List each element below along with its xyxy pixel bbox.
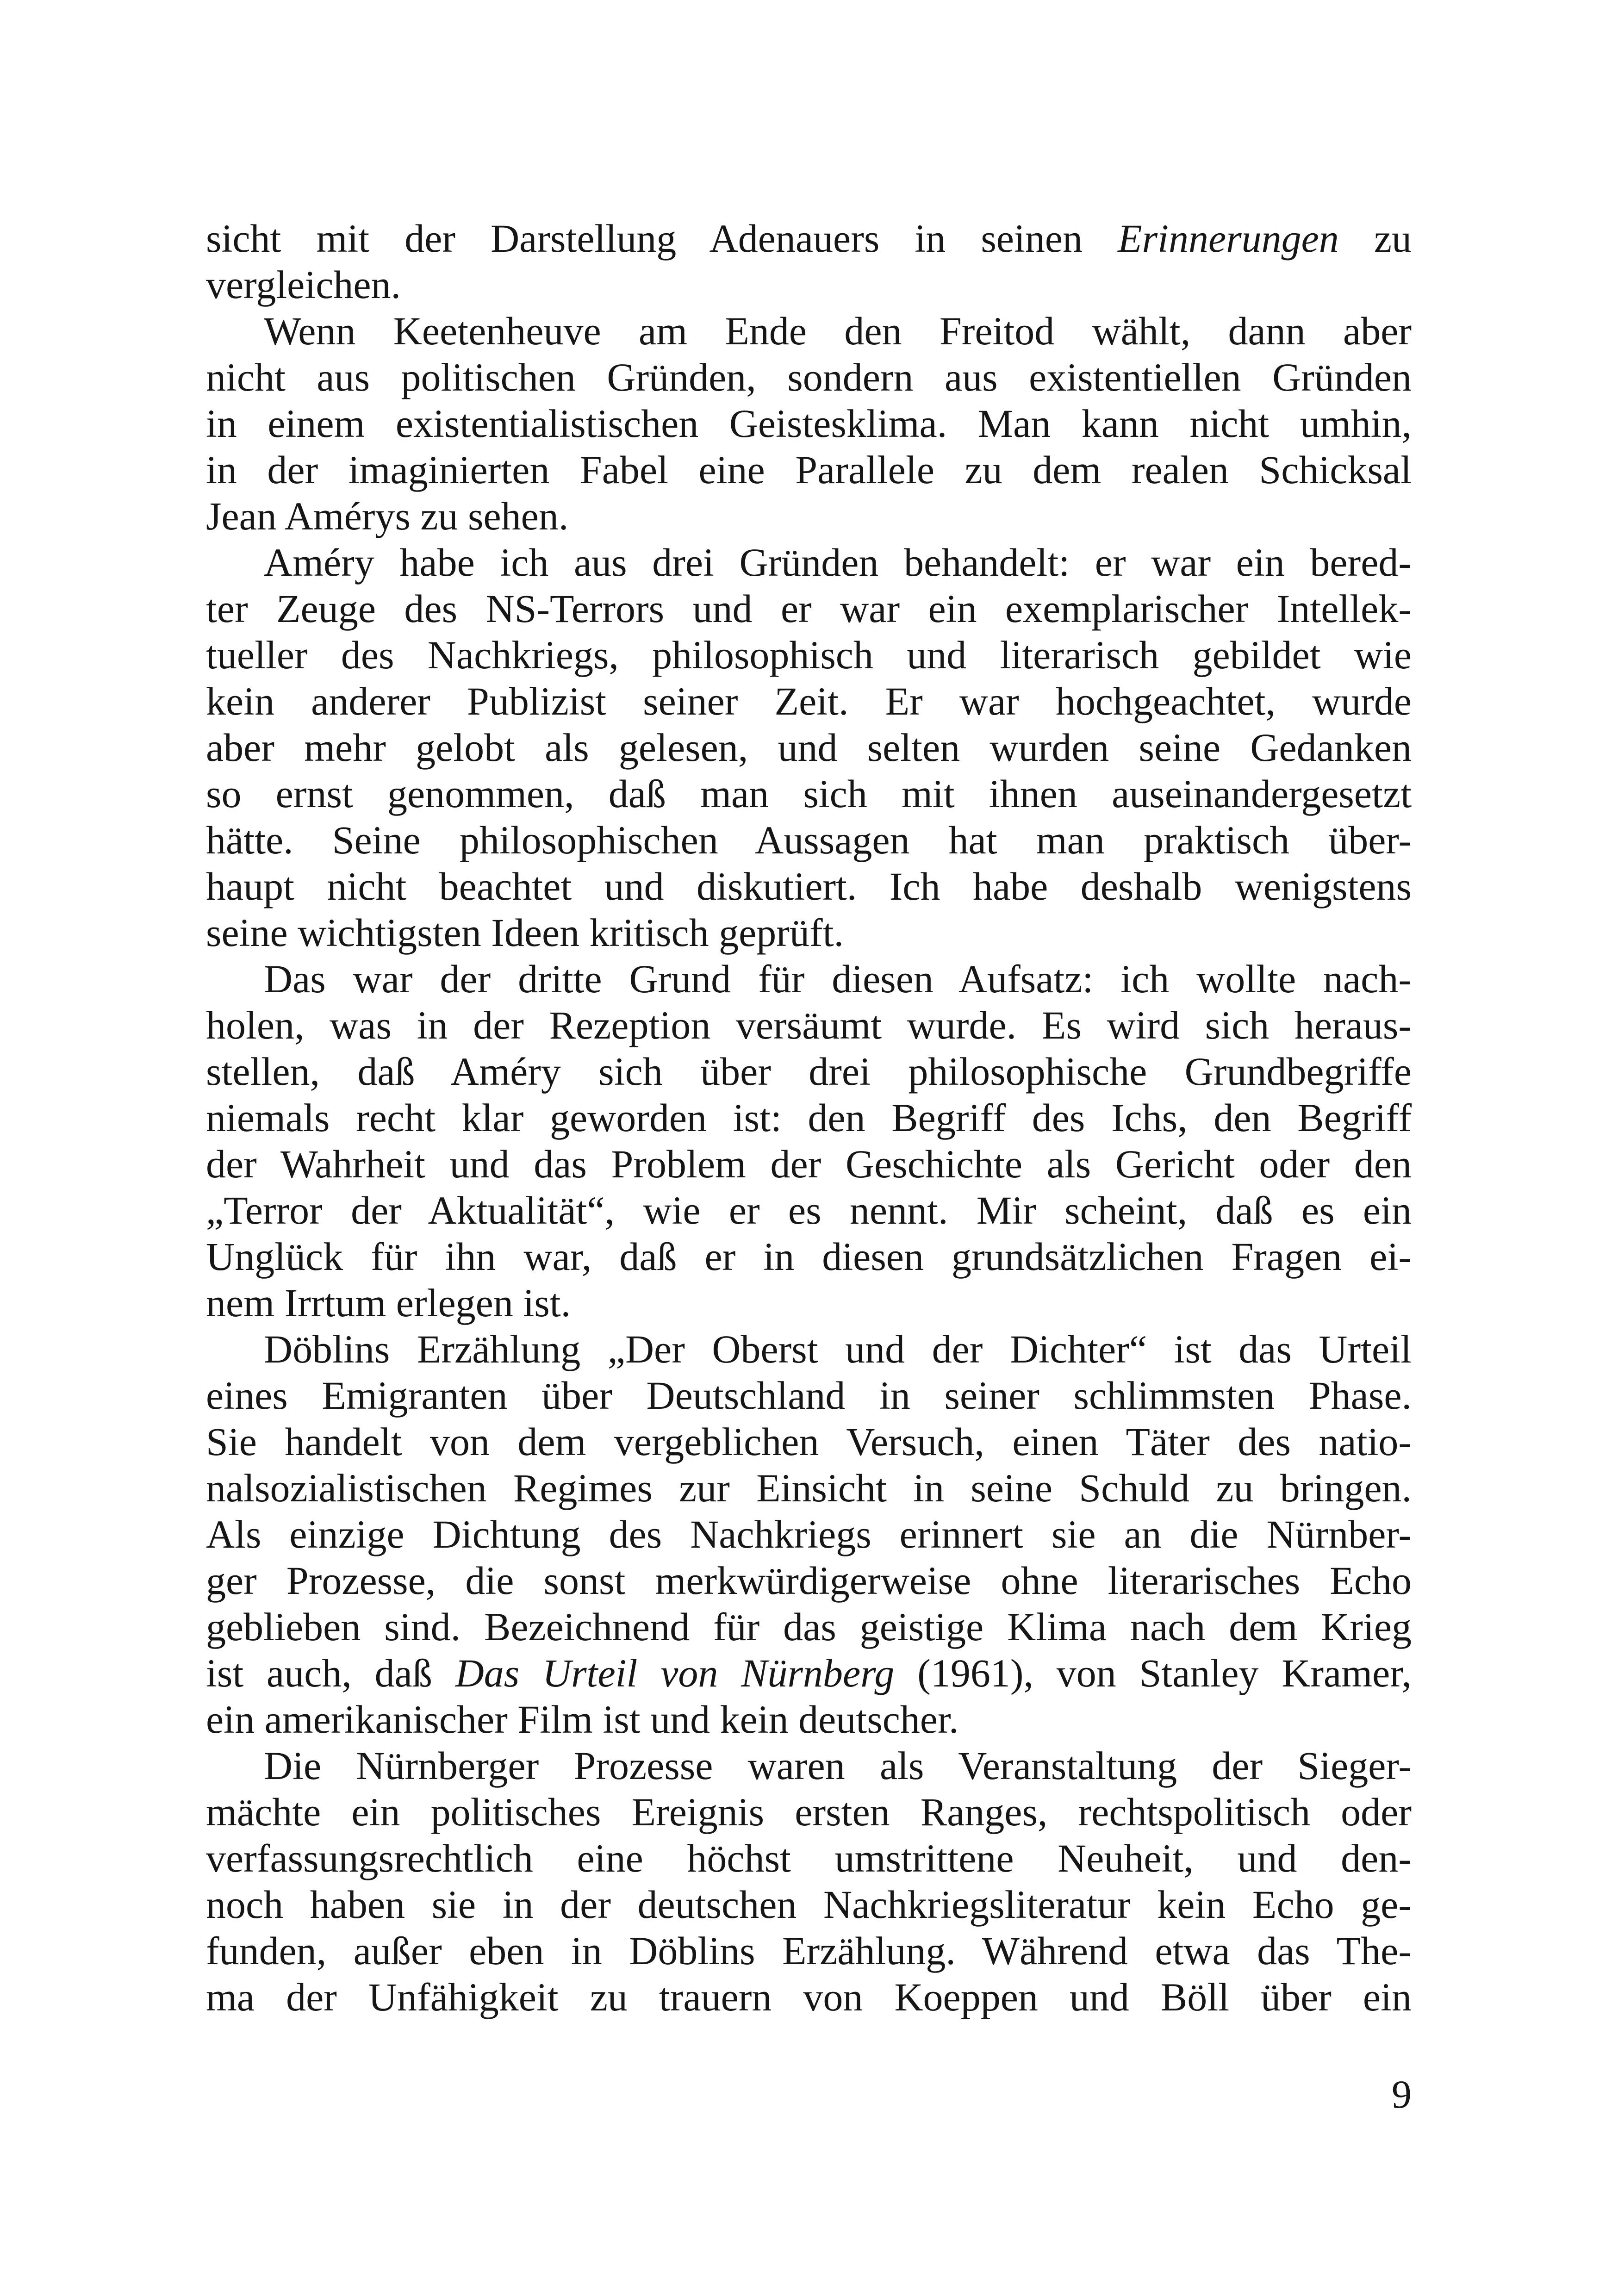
text-run: eines Emigranten über Deutschland in seiner schlimmsten Phase.: [206, 1373, 1412, 1418]
text-line: [206, 447, 1412, 493]
text-run: seine wichtigsten Ideen kritisch geprüft.: [206, 910, 844, 955]
text-run: tueller des Nachkriegs, philosophisch und literarisch gebildet wie: [206, 633, 1412, 677]
text-run: in der imaginierten Fabel eine Parallele zu dem realen Schicksal: [206, 448, 1412, 492]
text-line: [206, 1002, 1412, 1048]
text-run: Jean Amérys zu sehen.: [206, 494, 569, 538]
text-line: [206, 1233, 1412, 1280]
text-run: so ernst genommen, daß man sich mit ihnen auseinandergesetzt: [206, 772, 1412, 816]
text-line: [206, 1650, 1412, 1696]
text-line: [206, 493, 1412, 539]
text-run: Sie handelt von dem vergeblichen Versuch, einen Täter des natio-: [206, 1419, 1412, 1464]
text-run: ist auch, daß: [206, 1651, 455, 1695]
text-run: hätte. Seine philosophischen Aussagen hat man praktisch über-: [206, 818, 1412, 862]
text-run: kein anderer Publizist seiner Zeit. Er war hochgeachtet, wurde: [206, 679, 1412, 723]
text-run: der Wahrheit und das Problem der Geschichte als Gericht oder den: [206, 1142, 1412, 1186]
text-run: nem Irrtum erlegen ist.: [206, 1281, 571, 1325]
text-line: [206, 585, 1412, 632]
text-run: stellen, daß Améry sich über drei philosophische Grundbegriffe: [206, 1049, 1412, 1094]
text-line: [206, 308, 1412, 354]
text-line: [206, 1095, 1412, 1141]
paragraph: [206, 539, 1412, 956]
text-run: ein amerikanischer Film ist und kein deutscher.: [206, 1697, 959, 1742]
text-run: Unglück für ihn war, daß er in diesen grundsätzlichen Fragen ei-: [206, 1234, 1412, 1279]
italic-title: Das Urteil von Nürnberg: [455, 1651, 895, 1695]
body-text: [206, 215, 1412, 2020]
text-line: [206, 909, 1412, 956]
paragraph: [206, 308, 1412, 539]
text-run: funden, außer eben in Döblins Erzählung. Während etwa das The-: [206, 1929, 1412, 1973]
text-run: (1961), von Stanley Kramer,: [894, 1651, 1412, 1695]
text-run: Döblins Erzählung „Der Oberst und der Dichter“ ist das Urteil: [264, 1327, 1412, 1371]
text-line: [206, 400, 1412, 447]
text-line: [206, 1465, 1412, 1511]
text-line: [206, 1696, 1412, 1742]
text-line: [206, 1928, 1412, 1974]
text-line: [206, 1789, 1412, 1835]
text-line: [206, 1835, 1412, 1881]
text-run: Die Nürnberger Prozesse waren als Veranstaltung der Sieger-: [264, 1743, 1412, 1788]
text-run: vergleichen.: [206, 262, 401, 307]
text-line: [206, 1280, 1412, 1326]
text-line: [206, 1048, 1412, 1095]
text-line: [206, 1604, 1412, 1650]
text-run: haupt nicht beachtet und diskutiert. Ich habe deshalb wenigstens: [206, 864, 1412, 908]
text-line: [206, 1419, 1412, 1465]
text-run: mächte ein politisches Ereignis ersten Ranges, rechtspolitisch oder: [206, 1790, 1412, 1834]
text-run: geblieben sind. Bezeichnend für das geistige Klima nach dem Krieg: [206, 1605, 1412, 1649]
text-line: [206, 1881, 1412, 1928]
text-line: [206, 1511, 1412, 1557]
page-number: 9: [1392, 2072, 1412, 2116]
text-run: nalsozialistischen Regimes zur Einsicht in seine Schuld zu bringen.: [206, 1466, 1412, 1510]
text-line: [206, 863, 1412, 909]
text-line: [206, 678, 1412, 724]
text-run: Améry habe ich aus drei Gründen behandelt: er war ein bered-: [264, 540, 1412, 585]
text-run: Das war der dritte Grund für diesen Aufsatz: ich wollte nach-: [264, 957, 1412, 1001]
text-line: [206, 632, 1412, 678]
text-line: [206, 956, 1412, 1002]
text-run: ger Prozesse, die sonst merkwürdigerweise ohne literarisches Echo: [206, 1558, 1412, 1603]
text-line: [206, 1974, 1412, 2020]
text-run: sicht mit der Darstellung Adenauers in seinen: [206, 216, 1118, 261]
paragraph: [206, 1742, 1412, 2020]
text-run: verfassungsrechtlich eine höchst umstrittene Neuheit, und den-: [206, 1836, 1412, 1880]
text-line: [206, 1326, 1412, 1372]
text-run: Als einzige Dichtung des Nachkriegs erinnert sie an die Nürnber-: [206, 1512, 1412, 1556]
text-run: Wenn Keetenheuve am Ende den Freitod wählt, dann aber: [264, 309, 1412, 353]
paragraph: [206, 215, 1412, 308]
text-line: [206, 817, 1412, 863]
text-run: noch haben sie in der deutschen Nachkriegsliteratur kein Echo ge-: [206, 1882, 1412, 1927]
text-line: [206, 1187, 1412, 1233]
paragraph: [206, 1326, 1412, 1742]
text-line: [206, 771, 1412, 817]
text-run: ter Zeuge des NS-Terrors und er war ein exemplarischer Intellek-: [206, 586, 1412, 631]
text-line: [206, 354, 1412, 400]
text-line: [206, 215, 1412, 261]
text-run: in einem existentialistischen Geistesklima. Man kann nicht umhin,: [206, 401, 1412, 446]
text-line: [206, 1141, 1412, 1187]
text-line: [206, 261, 1412, 308]
text-line: [206, 724, 1412, 771]
text-line: [206, 539, 1412, 585]
text-run: aber mehr gelobt als gelesen, und selten wurden seine Gedanken: [206, 725, 1412, 770]
text-run: zu: [1338, 216, 1412, 261]
text-line: [206, 1742, 1412, 1789]
text-run: nicht aus politischen Gründen, sondern aus existentiellen Gründen: [206, 355, 1412, 399]
text-run: niemals recht klar geworden ist: den Begriff des Ichs, den Begriff: [206, 1095, 1412, 1140]
text-run: holen, was in der Rezeption versäumt wurde. Es wird sich heraus-: [206, 1003, 1412, 1047]
text-run: ma der Unfähigkeit zu trauern von Koeppen und Böll über ein: [206, 1975, 1412, 2019]
italic-title: Erinnerungen: [1118, 216, 1339, 261]
paragraph: [206, 956, 1412, 1326]
text-run: „Terror der Aktualität“, wie er es nennt. Mir scheint, daß es ein: [206, 1188, 1412, 1232]
text-line: [206, 1557, 1412, 1604]
text-line: [206, 1372, 1412, 1419]
